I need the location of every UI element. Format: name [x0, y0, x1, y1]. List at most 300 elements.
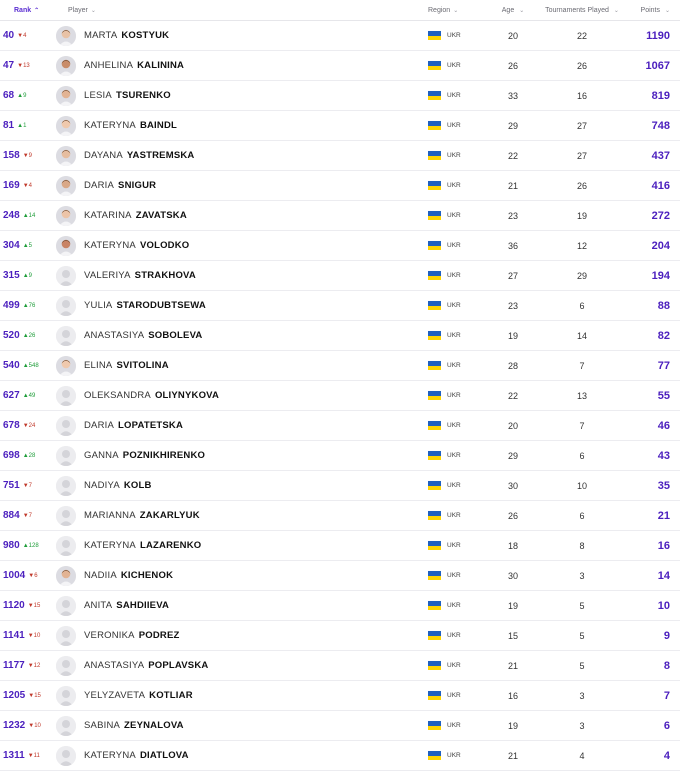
player-name-link[interactable] [84, 360, 169, 371]
player-name-link[interactable] [84, 180, 156, 191]
tournaments-played-value: 3 [579, 570, 585, 581]
player-cell[interactable] [56, 86, 428, 106]
avatar-placeholder-icon [56, 296, 76, 316]
player-cell[interactable] [56, 26, 428, 46]
movement-value: 4 [23, 32, 27, 39]
table-row[interactable] [0, 321, 680, 351]
player-cell[interactable] [56, 446, 428, 466]
table-row[interactable] [0, 681, 680, 711]
player-last-name: KOSTYUK [121, 30, 170, 41]
player-name-link[interactable] [84, 60, 184, 71]
player-first-name: DAYANA [84, 150, 123, 161]
age-value: 22 [507, 390, 518, 401]
avatar [56, 146, 76, 166]
player-last-name: STARODUBTSEWA [116, 300, 206, 311]
avatar-placeholder-icon [56, 476, 76, 496]
avatar-placeholder-icon [56, 716, 76, 736]
table-row[interactable] [0, 291, 680, 321]
rank-cell [0, 240, 56, 251]
player-name-link[interactable] [84, 720, 184, 731]
player-name-link[interactable] [84, 450, 205, 461]
age-value: 18 [507, 540, 518, 551]
player-name-link[interactable] [84, 630, 180, 641]
player-first-name: NADIYA [84, 480, 120, 491]
triangle-up-icon: ▲ [22, 392, 29, 399]
player-cell[interactable] [56, 56, 428, 76]
points-value: 77 [657, 359, 670, 372]
player-last-name: KOTLIAR [149, 690, 193, 701]
region-cell [428, 391, 490, 400]
player-cell[interactable] [56, 716, 428, 736]
player-cell[interactable] [56, 146, 428, 166]
table-row[interactable] [0, 381, 680, 411]
ukraine-flag-icon [428, 361, 441, 370]
ukraine-flag-icon [428, 331, 441, 340]
region-cell [428, 511, 490, 520]
region-cell [428, 181, 490, 190]
player-name-link[interactable] [84, 150, 195, 161]
points-value: 819 [651, 89, 670, 102]
table-row[interactable] [0, 81, 680, 111]
tournaments-played-value: 13 [576, 390, 587, 401]
points-value: 204 [651, 239, 670, 252]
triangle-up-icon: ▲ [22, 542, 29, 549]
region-cell [428, 91, 490, 100]
rank-movement [23, 333, 36, 339]
player-name-link[interactable] [84, 120, 177, 131]
chevron-up-icon: ⌃ [34, 7, 40, 14]
player-name-link[interactable] [84, 570, 173, 581]
player-last-name: SAHDIIEVA [116, 600, 170, 611]
rank-value: 40 [3, 30, 15, 41]
points-value: 437 [651, 149, 670, 162]
ukraine-flag-icon [428, 481, 441, 490]
player-name-link[interactable] [84, 240, 189, 251]
points-value: 272 [651, 209, 670, 222]
player-cell[interactable] [56, 656, 428, 676]
table-row[interactable] [0, 231, 680, 261]
tournaments-played-value: 8 [579, 540, 585, 551]
rank-cell [0, 390, 56, 401]
avatar-placeholder-icon [56, 686, 76, 706]
triangle-up-icon: ▲ [22, 302, 29, 309]
rank-value: 980 [3, 540, 20, 551]
tournaments-played-value: 5 [579, 630, 585, 641]
triangle-down-icon: ▼ [22, 512, 29, 519]
tournaments-played-value: 14 [576, 330, 587, 341]
player-name-link[interactable] [84, 750, 189, 761]
player-name-link[interactable] [84, 540, 201, 551]
player-name-link[interactable] [84, 270, 196, 281]
age-value: 20 [507, 30, 518, 41]
rank-cell [0, 210, 56, 221]
points-value: 416 [651, 179, 670, 192]
region-code: UKR [447, 392, 461, 399]
table-header [0, 0, 680, 21]
player-last-name: YASTREMSKA [126, 150, 195, 161]
table-row[interactable] [0, 171, 680, 201]
movement-value: 24 [28, 422, 36, 429]
avatar-placeholder-icon [56, 746, 76, 766]
player-cell[interactable] [56, 266, 428, 286]
rank-cell [0, 480, 56, 491]
avatar-placeholder-icon [56, 506, 76, 526]
region-cell [428, 301, 490, 310]
age-value: 33 [507, 90, 518, 101]
table-body [0, 21, 680, 771]
rank-movement [28, 663, 41, 669]
table-row[interactable] [0, 111, 680, 141]
triangle-down-icon: ▼ [27, 752, 34, 759]
table-row[interactable] [0, 351, 680, 381]
player-cell[interactable] [56, 476, 428, 496]
ukraine-flag-icon [428, 391, 441, 400]
region-cell [428, 31, 490, 40]
region-code: UKR [447, 272, 461, 279]
rank-column-header[interactable] [0, 7, 56, 14]
player-first-name: MARTA [84, 30, 118, 41]
avatar [56, 236, 76, 256]
region-cell [428, 721, 490, 730]
table-row[interactable] [0, 621, 680, 651]
player-name-link[interactable] [84, 600, 169, 611]
player-name-link[interactable] [84, 300, 206, 311]
region-cell [428, 571, 490, 580]
player-last-name: DIATLOVA [139, 750, 189, 761]
region-code: UKR [447, 692, 461, 699]
player-last-name: TSURENKO [115, 90, 171, 101]
rank-value: 1311 [3, 750, 25, 761]
region-code: UKR [447, 752, 461, 759]
player-last-name: SNIGUR [118, 180, 157, 191]
rank-movement [28, 753, 40, 759]
player-name-link[interactable] [84, 210, 187, 221]
movement-value: 11 [33, 752, 40, 759]
tournaments-played-value: 3 [579, 720, 585, 731]
player-first-name: ELINA [84, 360, 113, 371]
movement-value: 5 [28, 242, 32, 249]
rank-value: 678 [3, 420, 20, 431]
rank-value: 1141 [3, 630, 25, 641]
region-code: UKR [447, 362, 461, 369]
movement-value: 128 [28, 542, 39, 549]
ukraine-flag-icon [428, 91, 441, 100]
player-last-name: POZNIKHIRENKO [122, 450, 206, 461]
avatar-placeholder-icon [56, 656, 76, 676]
avatar-placeholder-icon [56, 266, 76, 286]
player-first-name: YULIA [84, 300, 113, 311]
points-column-header[interactable] [628, 7, 680, 14]
region-cell [428, 631, 490, 640]
rank-movement [23, 393, 36, 399]
player-last-name: PODREZ [138, 630, 180, 641]
rank-movement [23, 153, 32, 159]
region-code: UKR [447, 92, 461, 99]
rank-value: 499 [3, 300, 20, 311]
age-value: 36 [507, 240, 518, 251]
player-last-name: LOPATETSKA [118, 420, 184, 431]
rank-cell [0, 360, 56, 371]
triangle-up-icon: ▲ [22, 212, 29, 219]
rank-movement [23, 363, 39, 369]
avatar-placeholder-icon [56, 326, 76, 346]
movement-value: 7 [28, 512, 32, 519]
age-value: 26 [507, 510, 518, 521]
player-cell[interactable] [56, 746, 428, 766]
player-cell[interactable] [56, 386, 428, 406]
tournaments-played-value: 6 [579, 510, 585, 521]
table-row[interactable] [0, 531, 680, 561]
rank-value: 1120 [3, 600, 25, 611]
triangle-up-icon: ▲ [22, 332, 29, 339]
points-value: 46 [657, 419, 670, 432]
rank-cell [0, 570, 56, 581]
triangle-up-icon: ▲ [17, 122, 24, 129]
player-name-link[interactable] [84, 90, 171, 101]
table-row[interactable] [0, 441, 680, 471]
player-cell[interactable] [56, 206, 428, 226]
region-code: UKR [447, 122, 461, 129]
region-cell [428, 541, 490, 550]
table-row[interactable] [0, 201, 680, 231]
ukraine-flag-icon [428, 301, 441, 310]
avatar [56, 56, 76, 76]
tournaments-played-value: 7 [579, 420, 585, 431]
ukraine-flag-icon [428, 541, 441, 550]
region-code: UKR [447, 572, 461, 579]
points-header-label: Points [640, 6, 661, 14]
player-last-name: SVITOLINA [116, 360, 169, 371]
player-last-name: VOLODKO [139, 240, 190, 251]
age-value: 29 [507, 450, 518, 461]
region-code: UKR [447, 332, 461, 339]
region-column-header[interactable] [428, 7, 490, 14]
rank-movement [23, 183, 32, 189]
chevron-down-icon: ⌄ [664, 7, 670, 14]
table-row[interactable] [0, 21, 680, 51]
player-cell[interactable] [56, 176, 428, 196]
tournaments-played-value: 22 [576, 30, 587, 41]
points-value: 4 [663, 749, 670, 762]
player-cell[interactable] [56, 326, 428, 346]
region-code: UKR [447, 512, 461, 519]
table-row[interactable] [0, 591, 680, 621]
region-cell [428, 331, 490, 340]
movement-value: 15 [34, 692, 41, 699]
player-first-name: ANASTASIYA [84, 660, 145, 671]
player-first-name: SABINA [84, 720, 121, 731]
age-value: 21 [507, 660, 518, 671]
player-name-link[interactable] [84, 420, 183, 431]
player-cell[interactable] [56, 536, 428, 556]
rank-movement [23, 513, 32, 519]
points-value: 88 [657, 299, 670, 312]
table-row[interactable] [0, 51, 680, 81]
table-row[interactable] [0, 651, 680, 681]
player-first-name: LESIA [84, 90, 112, 101]
age-value: 28 [507, 360, 518, 371]
player-last-name: ZAKARLYUK [139, 510, 200, 521]
player-name-link[interactable] [84, 690, 193, 701]
movement-value: 7 [28, 482, 32, 489]
points-value: 1190 [646, 29, 670, 42]
player-cell[interactable] [56, 596, 428, 616]
rank-value: 698 [3, 450, 20, 461]
points-value: 194 [651, 269, 670, 282]
region-cell [428, 661, 490, 670]
avatar [56, 206, 76, 226]
movement-value: 10 [33, 632, 41, 639]
ukraine-flag-icon [428, 451, 441, 460]
player-first-name: ANITA [84, 600, 113, 611]
tournaments-played-value: 29 [576, 270, 587, 281]
ukraine-flag-icon [428, 721, 441, 730]
rank-movement [17, 33, 26, 39]
avatar [56, 566, 76, 586]
player-first-name: YELYZAVETA [84, 690, 146, 701]
rank-value: 158 [3, 150, 20, 161]
tournaments-played-value: 26 [576, 60, 587, 71]
tournaments-header-label: Tournaments Played [545, 6, 609, 14]
player-cell[interactable] [56, 116, 428, 136]
tournaments-played-value: 5 [579, 660, 585, 671]
region-code: UKR [447, 152, 461, 159]
table-row[interactable] [0, 501, 680, 531]
ukraine-flag-icon [428, 211, 441, 220]
age-column-header[interactable] [490, 7, 536, 14]
rank-cell [0, 30, 56, 41]
player-cell[interactable] [56, 566, 428, 586]
movement-value: 76 [28, 302, 36, 309]
player-cell[interactable] [56, 236, 428, 256]
points-value: 43 [657, 449, 670, 462]
player-cell[interactable] [56, 686, 428, 706]
ukraine-flag-icon [428, 241, 441, 250]
age-value: 15 [507, 630, 518, 641]
rank-value: 540 [3, 360, 20, 371]
rank-value: 81 [3, 120, 15, 131]
player-cell[interactable] [56, 416, 428, 436]
ukraine-flag-icon [428, 181, 441, 190]
chevron-down-icon: ⌄ [519, 7, 525, 14]
movement-value: 1 [23, 122, 27, 129]
rank-movement [23, 213, 36, 219]
rank-cell [0, 180, 56, 191]
player-first-name: MARIANNA [84, 510, 136, 521]
player-cell[interactable] [56, 506, 428, 526]
region-cell [428, 751, 490, 760]
triangle-up-icon: ▲ [17, 92, 24, 99]
region-code: UKR [447, 662, 461, 669]
table-row[interactable] [0, 561, 680, 591]
player-name-link[interactable] [84, 510, 200, 521]
age-value: 21 [507, 750, 518, 761]
player-column-header[interactable] [56, 7, 428, 14]
rank-movement [28, 633, 41, 639]
triangle-up-icon: ▲ [22, 362, 29, 369]
rank-value: 1177 [3, 660, 25, 671]
tournaments-played-value: 4 [579, 750, 585, 761]
triangle-down-icon: ▼ [27, 632, 34, 639]
movement-value: 14 [28, 212, 36, 219]
player-name-link[interactable] [84, 480, 152, 491]
player-first-name: KATERYNA [84, 540, 136, 551]
region-code: UKR [447, 722, 461, 729]
region-cell [428, 361, 490, 370]
points-value: 35 [657, 479, 670, 492]
rank-value: 627 [3, 390, 20, 401]
ukraine-flag-icon [428, 61, 441, 70]
movement-value: 28 [28, 452, 36, 459]
table-row[interactable] [0, 741, 680, 771]
rank-value: 1232 [3, 720, 26, 731]
tournaments-played-value: 16 [576, 90, 587, 101]
player-last-name: SOBOLEVA [148, 330, 203, 341]
tournaments-column-header[interactable] [536, 7, 628, 14]
region-code: UKR [447, 182, 461, 189]
rank-value: 68 [3, 90, 15, 101]
age-header-label: Age [501, 6, 515, 14]
player-cell[interactable] [56, 296, 428, 316]
ukraine-flag-icon [428, 31, 441, 40]
triangle-up-icon: ▲ [22, 452, 29, 459]
tournaments-played-value: 5 [579, 600, 585, 611]
player-name-link[interactable] [84, 660, 208, 671]
points-value: 9 [663, 629, 670, 642]
table-row[interactable] [0, 711, 680, 741]
player-name-link[interactable] [84, 330, 202, 341]
player-first-name: ANHELINA [84, 60, 134, 71]
player-name-link[interactable] [84, 30, 169, 41]
ukraine-flag-icon [428, 421, 441, 430]
chevron-down-icon: ⌄ [453, 7, 459, 14]
rank-cell [0, 450, 56, 461]
table-row[interactable] [0, 261, 680, 291]
rank-value: 884 [3, 510, 20, 521]
avatar [56, 116, 76, 136]
table-row[interactable] [0, 141, 680, 171]
age-value: 19 [507, 720, 518, 731]
region-cell [428, 691, 490, 700]
age-value: 21 [507, 180, 518, 191]
region-cell [428, 151, 490, 160]
player-first-name: NADIIA [84, 570, 117, 581]
player-last-name: POPLAVSKA [148, 660, 209, 671]
age-value: 23 [507, 300, 518, 311]
ukraine-flag-icon [428, 751, 441, 760]
rank-cell [0, 600, 56, 611]
movement-value: 9 [23, 92, 27, 99]
region-header-label: Region [428, 6, 451, 14]
tournaments-played-value: 27 [576, 150, 587, 161]
table-row[interactable] [0, 471, 680, 501]
table-row[interactable] [0, 411, 680, 441]
player-name-link[interactable] [84, 390, 219, 401]
rank-header-label: Rank [14, 6, 32, 14]
player-cell[interactable] [56, 626, 428, 646]
rank-cell [0, 750, 56, 761]
player-first-name: VERONIKA [84, 630, 135, 641]
rank-cell [0, 540, 56, 551]
triangle-down-icon: ▼ [17, 62, 24, 69]
tournaments-played-value: 19 [576, 210, 587, 221]
player-cell[interactable] [56, 356, 428, 376]
age-value: 27 [507, 270, 518, 281]
rank-movement [23, 303, 36, 309]
movement-value: 15 [33, 602, 41, 609]
rank-value: 47 [3, 60, 15, 71]
region-code: UKR [447, 482, 461, 489]
